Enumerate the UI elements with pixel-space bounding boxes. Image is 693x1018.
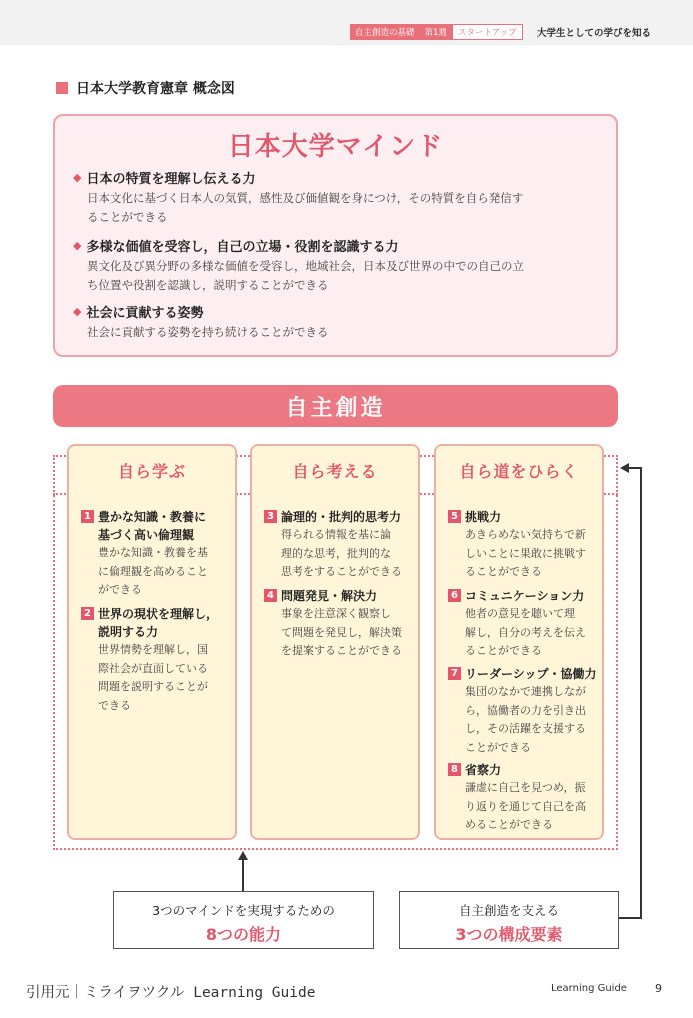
mind-item-head: 多様な価値を受容し，自己の立場・役割を認識する力: [86, 240, 399, 255]
ability-item: 8 省察力 謙虚に自己を見つめ，振 り返りを通じて自己を高 めることができる: [448, 761, 598, 835]
section-heading: [56, 78, 235, 98]
column-think: [250, 444, 420, 840]
ability-desc: あきらめない気持ちで新 しいことに果敢に挑戦す ることができる: [465, 528, 586, 578]
column-title: 自ら考える: [292, 462, 378, 481]
number-badge: 3: [264, 510, 277, 523]
column-learn: [67, 444, 237, 840]
section-heading-text: 日本大学教育憲章 概念図: [76, 81, 235, 97]
badge-startup: スタートアップ: [452, 24, 523, 40]
number-badge: 1: [81, 510, 94, 523]
number-badge: 7: [448, 667, 461, 680]
arrow-up-icon: [238, 851, 248, 860]
ability-desc: 得られる情報を基に論 理的な思考，批判的な 思考をすることができる: [281, 528, 402, 578]
footer-guide: Learning Guide: [551, 983, 627, 994]
number-badge: 5: [448, 510, 461, 523]
ability-desc: 謙虚に自己を見つめ，振 り返りを通じて自己を高 めることができる: [465, 781, 586, 831]
ability-desc: 他者の意見を聴いて理 解し，自分の考えを伝え ることができる: [465, 607, 586, 657]
number-badge: 6: [448, 589, 461, 602]
header-title: 大学生としての学びを知る: [537, 28, 652, 39]
mind-item-desc: 社会に貢献する姿勢を持ち続けることができる: [87, 325, 329, 339]
callout-three-elements: [399, 891, 619, 949]
number-badge: 4: [264, 589, 277, 602]
mind-item-head: 社会に貢献する姿勢: [86, 306, 204, 321]
mind-item-desc: 日本文化に基づく日本人の気質，感性及び価値観を身につけ，その特質を自ら発信す ることができる: [87, 191, 524, 224]
callout-line2: 3つの構成要素: [455, 925, 563, 944]
mind-title: 日本大学マインド: [227, 132, 444, 162]
mind-box: [53, 114, 618, 357]
ability-item: 4 問題発見・解決力 事象を注意深く観察し て問題を発見し，解決策 を提案することができる: [264, 587, 414, 661]
citation: 引用元｜ミライヲツクル Learning Guide: [26, 985, 316, 1001]
column-title: 自ら学ぶ: [117, 462, 186, 481]
ability-desc: 世界情勢を理解し，国 際社会が直面している 問題を説明することが できる: [98, 643, 208, 712]
jishu-banner: 自主創造: [53, 385, 618, 427]
header-badges: [350, 24, 523, 40]
diamond-icon: ◆: [73, 239, 82, 252]
ability-item: 7 リーダーシップ・協働力 集団のなかで連携しなが ら，協働者の力を引き出 し，その活躍を支援する ことができる: [448, 665, 598, 757]
badge-week: 第1週: [420, 24, 452, 40]
ability-item: 2 世界の現状を理解し， 説明する力 世界情勢を理解し，国 際社会が直面している 問題を説明することが できる: [81, 605, 231, 715]
number-badge: 8: [448, 763, 461, 776]
ability-item: 6 コミュニケーション力 他者の意見を聴いて理 解し，自分の考えを伝え ることができる: [448, 587, 598, 661]
badge-course: 自主創造の基礎: [350, 24, 420, 40]
ability-item: 5 挑戦力 あきらめない気持ちで新 しいことに果敢に挑戦す ることができる: [448, 508, 598, 582]
arrow-vertical-line: [640, 467, 642, 919]
callout-line1: 3つのマインドを実現するための: [152, 903, 335, 918]
callout-line2: 8つの能力: [205, 925, 282, 944]
diamond-icon: ◆: [73, 305, 82, 318]
number-badge: 2: [81, 607, 94, 620]
mind-item: [73, 236, 603, 295]
ability-desc: 集団のなかで連携しなが ら，協働者の力を引き出 し，その活躍を支援する ことができる: [465, 685, 586, 754]
arrow-left-icon: [620, 463, 629, 473]
square-icon: [56, 82, 68, 94]
mind-item: [73, 302, 603, 342]
diamond-icon: ◆: [73, 171, 82, 184]
ability-desc: 豊かな知識・教養を基 に倫理観を高めること ができる: [98, 546, 208, 596]
callout-eight-abilities: [113, 891, 374, 949]
ability-item: 3 論理的・批判的思考力 得られる情報を基に論 理的な思考，批判的な 思考をすることができる: [264, 508, 414, 582]
ability-desc: 事象を注意深く観察し て問題を発見し，解決策 を提案することができる: [281, 607, 402, 657]
column-pioneer: [434, 444, 604, 840]
ability-item: 1 豊かな知識・教養に 基づく高い倫理観 豊かな知識・教養を基 に倫理観を高めること ができる: [81, 508, 231, 600]
arrow-up-line: [242, 858, 244, 891]
mind-item-head: 日本の特質を理解し伝える力: [86, 172, 256, 187]
mind-item: [73, 168, 603, 227]
column-title: 自ら道をひらく: [459, 462, 579, 481]
page-number: 9: [655, 982, 662, 995]
callout-line1: 自主創造を支える: [458, 903, 559, 918]
mind-item-desc: 異文化及び異分野の多様な価値を受容し，地域社会，日本及び世界の中での自己の立 ち位置や役割を認識し，説明することができる: [87, 259, 524, 292]
arrow-bottom-line: [619, 917, 642, 919]
